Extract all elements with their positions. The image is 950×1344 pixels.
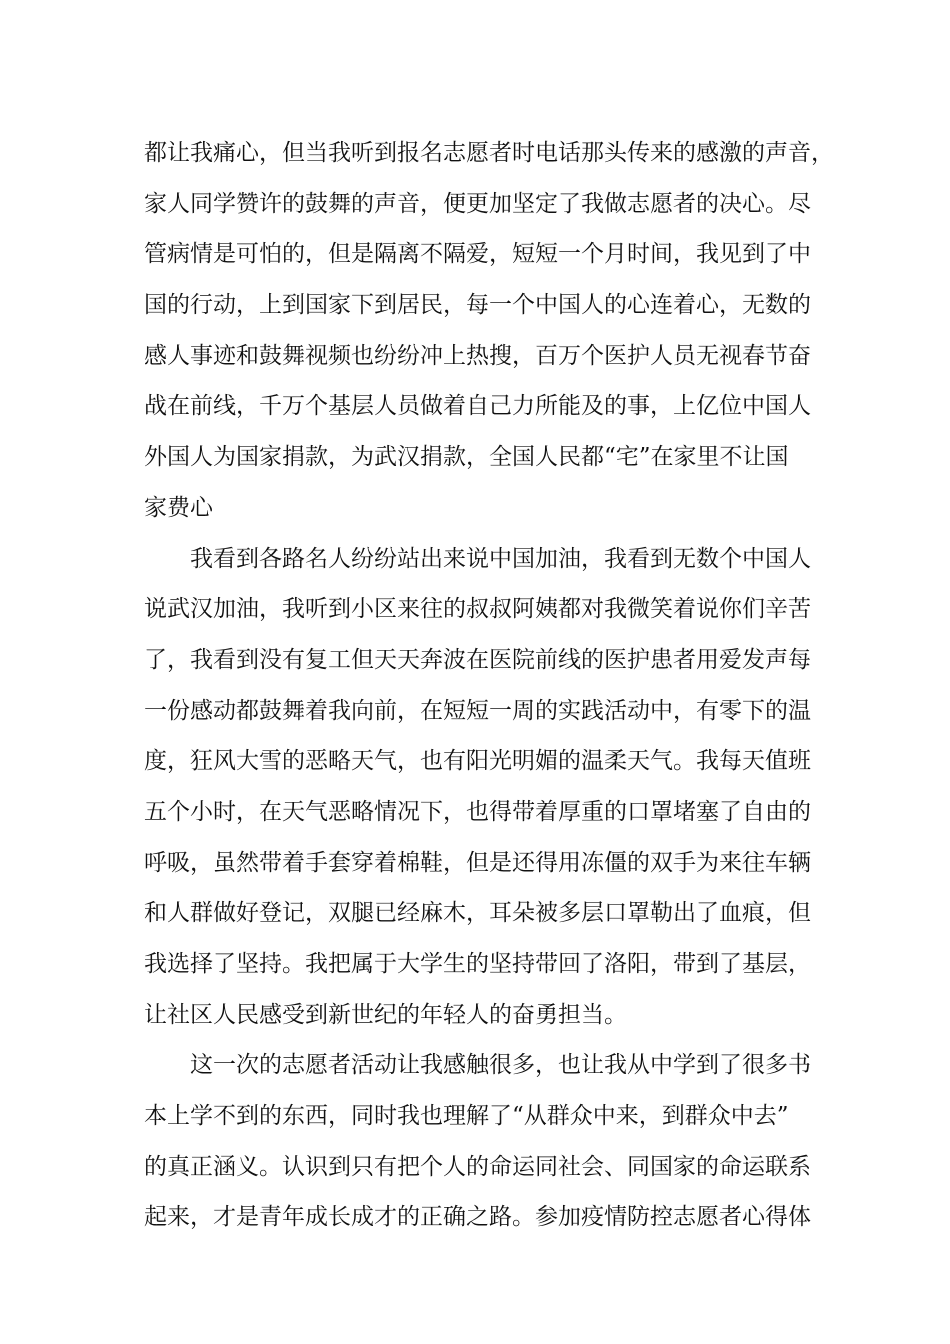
text-line: 的真正涵义。认识到只有把个人的命运同社会、同国家的命运联系 (144, 1153, 811, 1180)
text-line: 度，狂风大雪的恶略天气，也有阳光明媚的温柔天气。我每天值班 (144, 748, 811, 775)
text-line: 本上学不到的东西，同时我也理解了“从群众中来，到群众中去” (144, 1103, 789, 1130)
text-line: 这一次的志愿者活动让我感触很多，也让我从中学到了很多书 (190, 1052, 811, 1079)
text-line: 了，我看到没有复工但天天奔波在医院前线的医护患者用爱发声每 (144, 646, 811, 673)
body-text (144, 128, 834, 1243)
text-line: 都让我痛心，但当我听到报名志愿者时电话那头传来的感激的声音， (144, 140, 834, 166)
text-line: 五个小时，在天气恶略情况下，也得带着厚重的口罩堵塞了自由的 (144, 798, 811, 825)
text-line: 家费心 (144, 494, 213, 521)
text-line: 国的行动，上到国家下到居民，每一个中国人的心连着心，无数的 (144, 292, 811, 319)
text-line: 我看到各路名人纷纷站出来说中国加油，我看到无数个中国人 (190, 545, 811, 572)
text-line: 说武汉加油，我听到小区来往的叔叔阿姨都对我微笑着说你们辛苦 (144, 596, 811, 623)
text-line: 我选择了坚持。我把属于大学生的坚持带回了洛阳，带到了基层， (144, 951, 811, 977)
text-line: 外国人为国家捐款，为武汉捐款，全国人民都“宅”在家里不让国 (144, 444, 789, 471)
text-line: 战在前线，千万个基层人员做着自己力所能及的事，上亿位中国人 (144, 393, 811, 420)
text-line: 让社区人民感受到新世纪的年轻人的奋勇担当。 (144, 1001, 627, 1028)
text-line: 和人群做好登记，双腿已经麻木，耳朵被多层口罩勒出了血痕，但 (144, 900, 811, 927)
text-line: 起来，才是青年成长成才的正确之路。参加疫情防控志愿者心得体 (144, 1204, 811, 1231)
text-line: 管病情是可怕的，但是隔离不隔爱，短短一个月时间，我见到了中 (144, 241, 811, 268)
text-line: 呼吸，虽然带着手套穿着棉鞋，但是还得用冻僵的双手为来往车辆 (144, 849, 811, 876)
text-line: 感人事迹和鼓舞视频也纷纷冲上热搜，百万个医护人员无视春节奋 (144, 342, 811, 369)
text-line: 一份感动都鼓舞着我向前，在短短一周的实践活动中，有零下的温 (144, 697, 811, 724)
text-line: 家人同学赞许的鼓舞的声音，便更加坚定了我做志愿者的决心。尽 (144, 190, 811, 217)
